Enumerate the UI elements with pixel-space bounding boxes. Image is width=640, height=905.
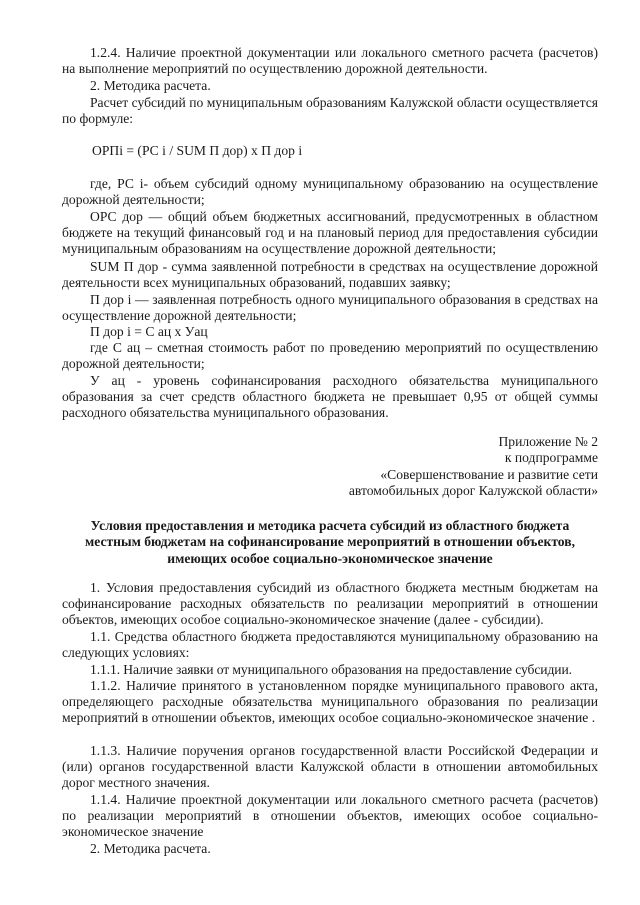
paragraph-sum-def: SUM П дор - сумма заявленной потребности в средствах на осуществление дорожной деятельности всех муниципальных образований, подавших заявку; — [62, 259, 598, 291]
formula-orpi: ОРПi = (РС i / SUM П дор) x П дор i — [92, 143, 303, 158]
paragraph-pdor-def: П дор i — заявленная потребность одного муниципального образования в средствах на осуществление дорожной деятельности; — [62, 292, 598, 324]
paragraph-method-heading-2: 2. Методика расчета. — [90, 841, 211, 856]
appendix-line-2: к подпрограмме — [504, 450, 598, 466]
paragraph-1-1-2: 1.1.2. Наличие принятого в установленном порядке муниципального правового акта, определяющего расходные обязательства муниципального образования по реализации мероприятий в отношении объектов, имеющих особое социально-экономическое значение . — [62, 678, 598, 726]
appendix-header — [298, 434, 598, 500]
appendix-line-1: Приложение № 2 — [498, 434, 598, 449]
formula-pdor: П дор i = С ац х Уац — [90, 324, 208, 339]
paragraph-conditions: 1. Условия предоставления субсидий из областного бюджета местным бюджетам на софинансирование расходных обязательств по реализации мероприятий в отношении объектов, имеющих особое социально-экономическое значение (далее - субсидии). — [62, 580, 598, 628]
paragraph-sac-def: где С ац – сметная стоимость работ по проведению мероприятий по осуществлению дорожной деятельности; — [62, 340, 598, 372]
title-line-2: местным бюджетам на софинансирование мероприятий в отношении объектов, — [84, 534, 576, 550]
section-title — [62, 518, 598, 567]
paragraph-1-1-3: 1.1.3. Наличие поручения органов государственной власти Российской Федерации и (или) органов государственной власти Калужской области в отношении автомобильных дорог местного значения. — [62, 743, 598, 791]
paragraph-rc-def: где, РС i- объем субсидий одному муниципальному образованию на осуществление дорожной деятельности; — [62, 176, 598, 208]
paragraph-uac-def: У ац - уровень софинансирования расходного обязательства муниципального образования за счет средств областного бюджета не превышает 0,95 от общей суммы расходного обязательства муниципального образования. — [62, 373, 598, 421]
title-line-1: Условия предоставления и методика расчета субсидий из областного бюджета — [90, 518, 570, 533]
paragraph-1-1-1: 1.1.1. Наличие заявки от муниципального образования на предоставление субсидии. — [90, 662, 572, 677]
paragraph-1-1: 1.1. Средства областного бюджета предоставляются муниципальному образованию на следующих условиях: — [62, 629, 598, 661]
paragraph-1-2-4: 1.2.4. Наличие проектной документации или локального сметного расчета (расчетов) на выполнение мероприятий по осуществлению дорожной деятельности. — [62, 45, 598, 77]
title-line-3: имеющих особое социально-экономическое значение — [167, 550, 493, 566]
appendix-line-4: автомобильных дорог Калужской области» — [348, 483, 598, 499]
paragraph-calc-intro: Расчет субсидий по муниципальным образованиям Калужской области осуществляется по формуле: — [62, 95, 598, 127]
paragraph-method-heading: 2. Методика расчета. — [90, 78, 211, 93]
paragraph-ors-def: ОРС дор — общий объем бюджетных ассигнований, предусмотренных в областном бюджете на текущий финансовый год и на плановый период для предоставления субсидии муниципальным образованиям на осуществление дорожной деятельности; — [62, 209, 598, 257]
paragraph-1-1-4: 1.1.4. Наличие проектной документации или локального сметного расчета (расчетов) по реализации мероприятий в отношении объектов, имеющих особое социально-экономическое значение — [62, 792, 598, 840]
appendix-line-3: «Совершенствование и развитие сети — [380, 466, 598, 482]
